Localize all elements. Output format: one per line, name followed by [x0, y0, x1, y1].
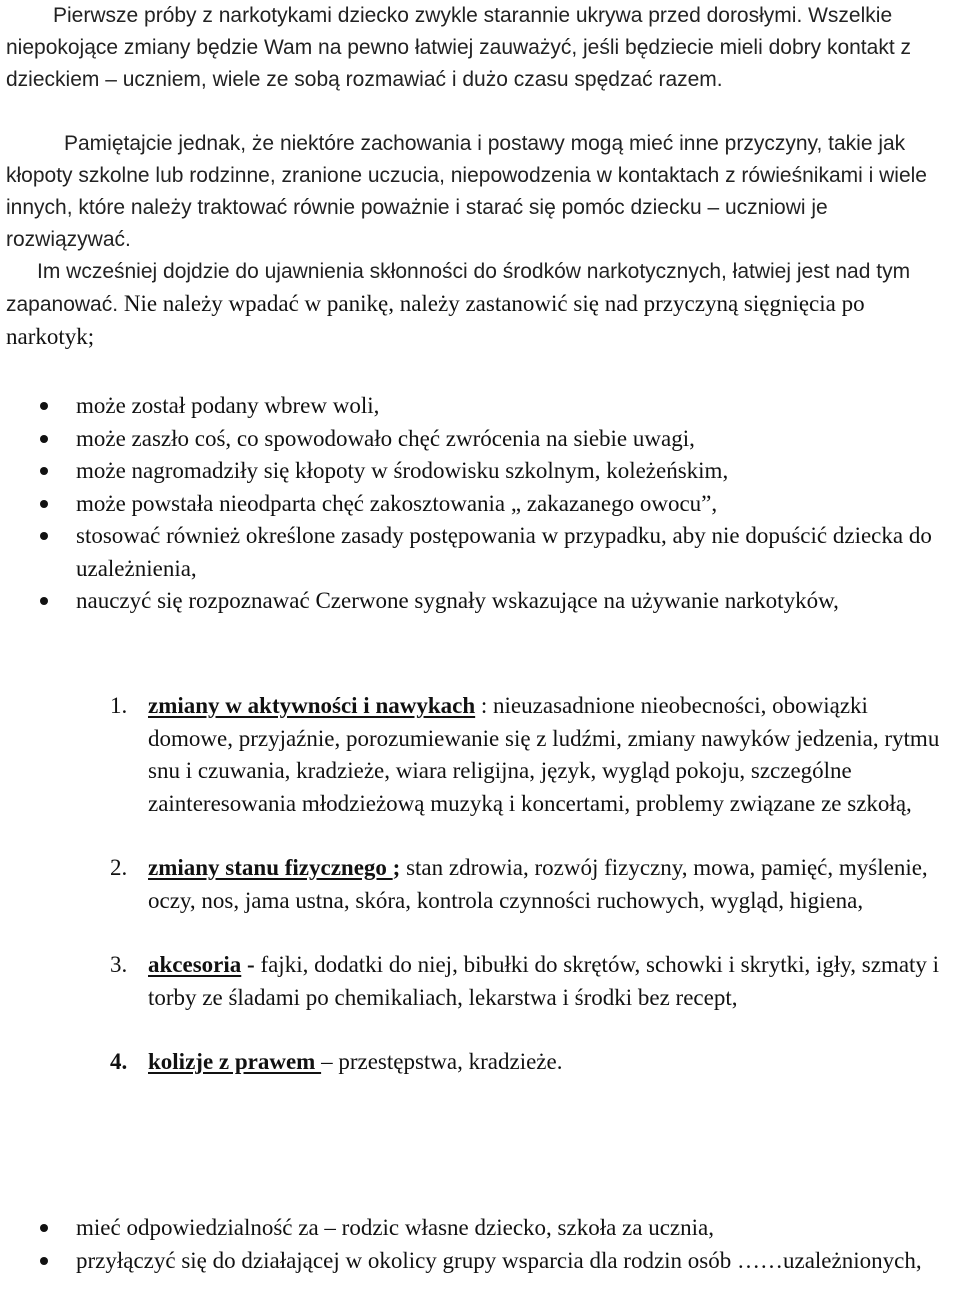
list-item: stosować również określone zasady postępowania w przypadku, aby nie dopuścić dziecka do uzależnienia,	[0, 520, 960, 585]
intro-paragraph-3	[6, 256, 956, 354]
bullet-list-actions	[0, 1212, 960, 1277]
item-description: stan zdrowia, rozwój fizyczny, mowa, pamięć, myślenie, oczy, nos, jama ustna, skóra, kontrola czynności ruchowych, wygląd, higiena,	[148, 855, 928, 913]
bullet-icon	[40, 467, 48, 475]
intro-paragraph-3-sans: Im wcześniej dojdzie do ujawnienia skłonności do środków narkotycznych, łatwiej jest nad tym zapanować.	[6, 260, 911, 316]
bullet-icon	[40, 1257, 48, 1265]
list-item: może został podany wbrew woli,	[0, 390, 960, 423]
item-description: fajki, dodatki do niej, bibułki do skrętów, schowki i skrytki, igły, szmaty i torby ze śladami po chemikaliach, lekarstwa i środki bez recept,	[148, 952, 940, 1010]
intro-paragraph-1: Pierwsze próby z narkotykami dziecko zwykle starannie ukrywa przed dorosłymi. Wszelkie niepokojące zmiany będzie Wam na pewno łatwiej zauważyć, jeśli będziecie mieli dobry kontakt z dzieckiem – uczniem, wiele ze sobą rozmawiać i dużo czasu spędzać razem.	[6, 4, 911, 91]
bullet-list-reasons	[0, 390, 960, 618]
item-term: zmiany stanu fizycznego	[148, 855, 393, 880]
bullet-icon	[40, 597, 48, 605]
numbered-item: 2. zmiany stanu fizycznego ; stan zdrowia, rozwój fizyczny, mowa, pamięć, myślenie, oczy, nos, jama ustna, skóra, kontrola czynności ruchowych, wygląd, higiena,	[0, 852, 960, 917]
item-term: kolizje z prawem	[148, 1049, 322, 1074]
list-item: może zaszło coś, co spowodowało chęć zwrócenia na siebie uwagi,	[0, 423, 960, 456]
bullet-icon	[40, 1224, 48, 1232]
item-description: nieuzasadnione nieobecności, obowiązki domowe, przyjaźnie, porozumiewanie się z ludźmi, zmiany nawyków jedzenia, rytmu snu i czuwania, kradzieże, wiara religijna, język, wygląd pokoju, szczególne zainteresowania młodzieżową muzyką i koncertami, problemy związane ze szkołą,	[148, 693, 940, 816]
item-number: 4.	[110, 1049, 128, 1074]
list-item: może powstała nieodparta chęć zakosztowania „ zakazanego owocu”,	[0, 488, 960, 521]
item-number: 2.	[110, 855, 128, 880]
item-description: przestępstwa, kradzieże.	[338, 1049, 563, 1074]
bullet-icon	[40, 435, 48, 443]
numbered-item: 4. kolizje z prawem – przestępstwa, kradzieże.	[0, 1046, 960, 1079]
bullet-icon	[40, 500, 48, 508]
bullet-icon	[40, 402, 48, 410]
bullet-icon	[40, 532, 48, 540]
list-item: nauczyć się rozpoznawać Czerwone sygnały wskazujące na używanie narkotyków,	[0, 585, 960, 618]
intro-paragraph-3-serif: Nie należy wpadać w panikę, należy zastanowić się nad przyczyną sięgnięcia po narkotyk;	[6, 291, 865, 349]
numbered-list-signals	[0, 690, 960, 1111]
list-item: może nagromadziły się kłopoty w środowisku szkolnym, koleżeńskim,	[0, 455, 960, 488]
item-number: 1.	[110, 693, 128, 718]
numbered-item: 3. akcesoria - fajki, dodatki do niej, bibułki do skrętów, schowki i skrytki, igły, szmaty i torby ze śladami po chemikaliach, lekarstwa i środki bez recept,	[0, 949, 960, 1014]
list-item: przyłączyć się do działającej w okolicy grupy wsparcia dla rodzin osób ……uzależnionych,	[0, 1245, 960, 1278]
numbered-item: 1. zmiany w aktywności i nawykach : nieuzasadnione nieobecności, obowiązki domowe, przyjaźnie, porozumiewanie się z ludźmi, zmiany nawyków jedzenia, rytmu snu i czuwania, kradzieże, wiara religijna, język, wygląd pokoju, szczególne zainteresowania młodzieżową muzyką i koncertami, problemy związane ze szkołą,	[0, 690, 960, 820]
intro-paragraph-2: Pamiętajcie jednak, że niektóre zachowania i postawy mogą mieć inne przyczyny, takie jak kłopoty szkolne lub rodzinne, zranione uczucia, niepowodzenia w kontaktach z rówieśnikami i wiele innych, które należy traktować równie poważnie i starać się pomóc dziecku – uczniowi je rozwiązywać.	[6, 132, 927, 251]
item-term: akcesoria	[148, 952, 242, 977]
item-term: zmiany w aktywności i nawykach	[148, 693, 476, 718]
item-number: 3.	[110, 952, 128, 977]
list-item: mieć odpowiedzialność za – rodzic własne dziecko, szkoła za ucznia,	[0, 1212, 960, 1245]
